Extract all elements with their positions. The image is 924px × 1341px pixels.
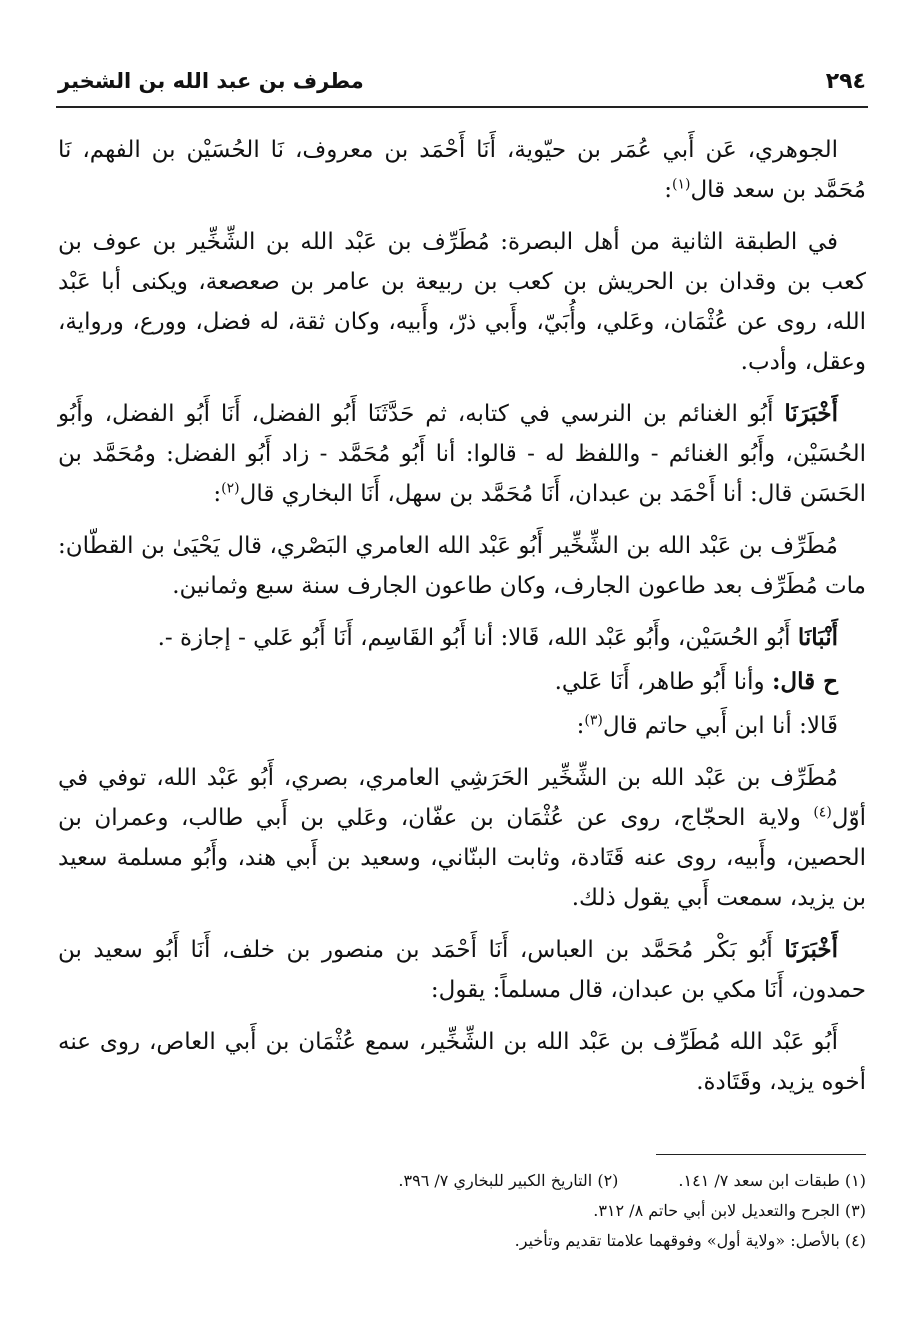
paragraph-text: أَبُو بَكْر مُحَمَّد بن العباس، أَنَا أَحْمَد بن منصور بن خلف، أَنَا أَبُو سعيد بن حمدون، أَنَا مكي بن عبدان، قال مسلماً: يقول: (58, 937, 866, 1003)
paragraph-text: أَبُو الحُسَيْن، وأَبُو عَبْد الله، قَالا: أنا أَبُو القَاسِم، أَنَا أَبُو عَلي - إجازة -. (157, 625, 798, 651)
footnote-1: (١) طبقات ابن سعد ٧/ ١٤١. (678, 1171, 866, 1190)
footnote-ref: (١) (671, 176, 691, 193)
paragraph-tail: : (664, 177, 672, 203)
paragraph-text: قَالا: أنا ابن أَبي حاتم قال (602, 713, 838, 739)
footnote-rule (656, 1154, 866, 1155)
header-rule (56, 106, 868, 108)
footnote-3: (٣) الجرح والتعديل لابن أبي حاتم ٨/ ٣١٢. (593, 1201, 866, 1220)
paragraph (58, 662, 866, 702)
footnote-row (58, 1196, 866, 1226)
main-text (58, 130, 866, 1114)
footnote-ref: (٢) (221, 480, 240, 497)
paragraph-text: الجوهري، عَن أَبي عُمَر بن حيّوية، أَنَا أَحْمَد بن معروف، نَا الحُسَيْن بن الفهم، نَا مُحَمَّد بن سعد قال (58, 137, 866, 203)
running-title: مطرف بن عبد الله بن الشخير (58, 69, 364, 93)
paragraph-text: ولاية الحجّاج، روى عن عُثْمَان بن عفّان، وعَلي بن أَبي طالب، وعمران بن الحصين، وأَبيه، روى عنه قَتَادة، وثابت البنّاني، وسعيد بن أَبي هند، وأَبُو مسلمة سعيد بن يزيد، سمعت أَبي يقول ذلك. (58, 805, 866, 911)
isnad-keyword: أَخْبَرَنَا (784, 936, 838, 963)
paragraph (58, 758, 866, 918)
paragraph: مُطَرِّف بن عَبْد الله بن الشِّخِّير أَبُو عَبْد الله العامري البَصْري، قال يَحْيَىٰ بن القطّان: مات مُطَرِّف بعد طاعون الجارف، وكان طاعون الجارف سنة سبع وثمانين. (58, 533, 866, 599)
footnote-ref: (٤) (813, 804, 832, 821)
footnote-4: (٤) بالأصل: «ولاية أول» وفوقهما علامتا تقديم وتأخير. (514, 1231, 866, 1250)
isnad-keyword: ح قال: (771, 668, 838, 695)
paragraph: أَبُو عَبْد الله مُطَرِّف بن عَبْد الله بن الشِّخِّير، سمع عُثْمَان بن أَبي العاص، روى عنه أخوه يزيد، وقَتَادة. (58, 1029, 866, 1095)
isnad-keyword: أَنْبَانَا (797, 624, 838, 651)
paragraph-tail: : (213, 481, 222, 507)
paragraph-text: أَبُو الغنائم بن النرسي في كتابه، ثم حَدَّثَنَا أَبُو الفضل، أَنَا أَبُو الفضل، وأَبُو الحُسَيْن، وأَبُو الغنائم - واللفظ له - قالوا: أنا أَبُو مُحَمَّد - زاد أَبُو الفضل: ومُحَمَّد بن الحَسَن قال: أنا أَحْمَد بن عبدان، أَنَا مُحَمَّد بن سهل، أَنَا البخاري قال (58, 401, 866, 507)
footnotes (58, 1166, 866, 1256)
paragraph (58, 130, 866, 210)
footnote-ref: (٣) (584, 712, 603, 729)
footnote-2: (٢) التاريخ الكبير للبخاري ٧/ ٣٩٦. (398, 1171, 619, 1190)
isnad-keyword: أَخْبَرَنَا (784, 400, 838, 427)
paragraph-text: وأنا أَبُو طاهر، أَنَا عَلي. (554, 669, 772, 695)
paragraph (58, 394, 866, 514)
page-number: ٢٩٤ (825, 68, 866, 94)
footnote-row (58, 1226, 866, 1256)
paragraph (58, 706, 866, 746)
paragraph (58, 930, 866, 1010)
paragraph-text: مُطَرِّف بن عَبْد الله بن الشِّخِّير الحَرَشِي العامري، بصري، أَبُو عَبْد الله، توفي في أوّل (58, 765, 866, 831)
footnote-row (58, 1166, 866, 1196)
paragraph-tail: : (576, 713, 585, 739)
paragraph (58, 618, 866, 658)
running-head (58, 58, 866, 104)
paragraph: في الطبقة الثانية من أهل البصرة: مُطَرِّف بن عَبْد الله بن الشِّخِّير بن عوف بن كعب بن وقدان بن الحريش بن كعب بن ربيعة بن عامر بن صعصعة، ويكنى أبا عَبْد الله، روى عن عُثْمَان، وعَلي، وأُبَيّ، وأَبي ذرّ، وأَبيه، وكان ثقة، له فضل، وورع، ورواية، وعقل، وأدب. (58, 229, 866, 375)
